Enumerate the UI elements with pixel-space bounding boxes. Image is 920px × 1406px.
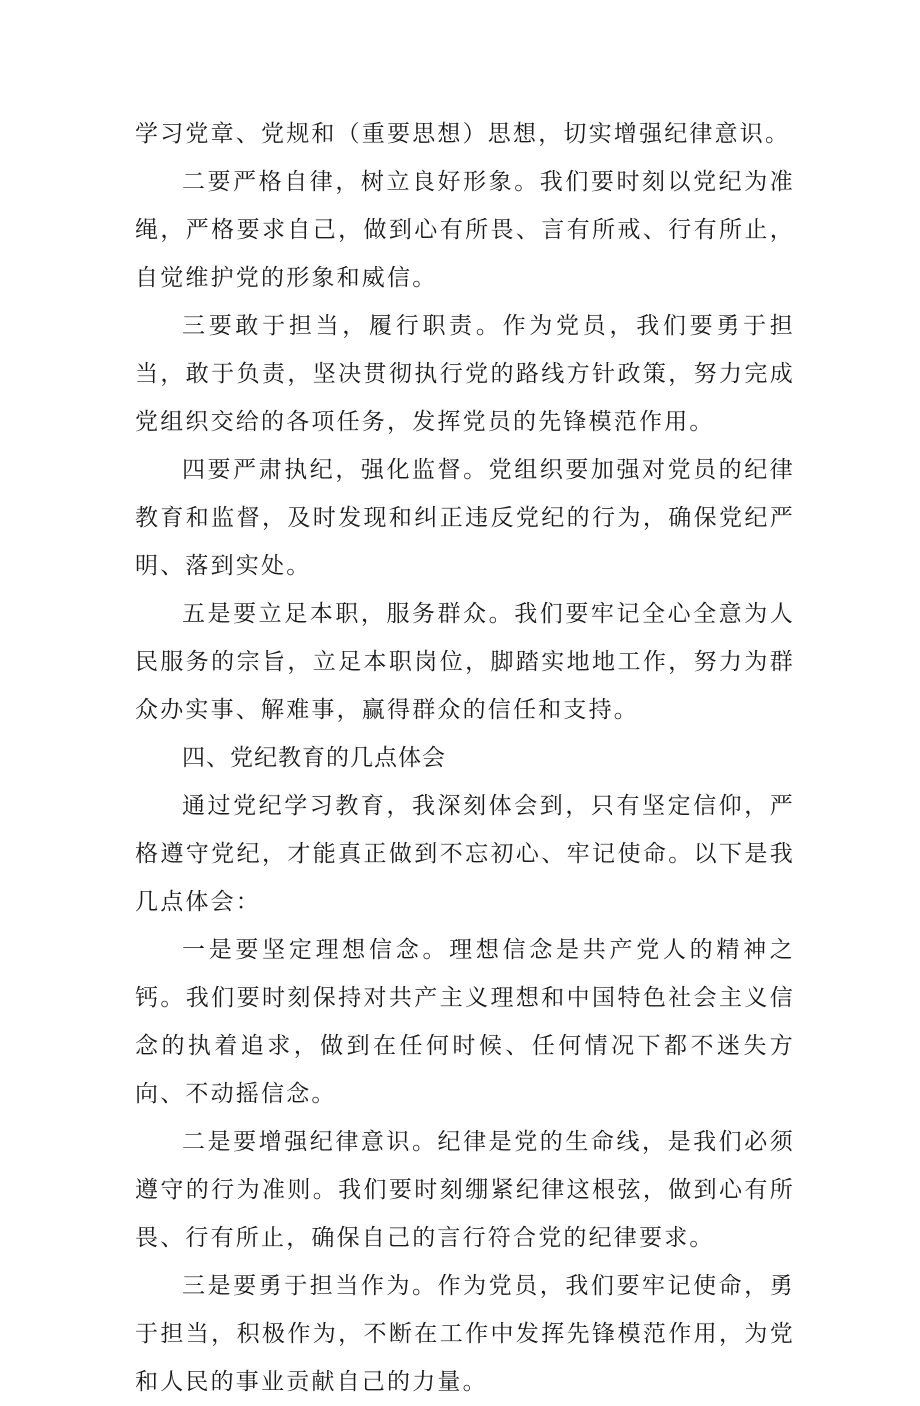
section-heading: 四、党纪教育的几点体会 xyxy=(182,745,446,771)
paragraph: 二要严格自律，树立良好形象。我们要时刻以党纪为准绳，严格要求自己，做到心有所畏、言有所戒、行有所止，自觉维护党的形象和威信。 xyxy=(135,169,795,291)
paragraph: 学习党章、党规和（重要思想）思想，切实增强纪律意识。 xyxy=(135,121,791,147)
paragraph: 通过党纪学习教育，我深刻体会到，只有坚定信仰，严格遵守党纪，才能真正做到不忘初心、牢记使命。以下是我几点体会： xyxy=(135,793,795,915)
document-body xyxy=(135,110,795,1406)
paragraph: 三是要勇于担当作为。作为党员，我们要牢记使命，勇于担当，积极作为，不断在工作中发挥先锋模范作用，为党和人民的事业贡献自己的力量。 xyxy=(135,1273,795,1395)
paragraph: 一是要坚定理想信念。理想信念是共产党人的精神之钙。我们要时刻保持对共产主义理想和中国特色社会主义信念的执着追求，做到在任何时候、任何情况下都不迷失方向、不动摇信念。 xyxy=(135,937,795,1107)
paragraph: 二是要增强纪律意识。纪律是党的生命线，是我们必须遵守的行为准则。我们要时刻绷紧纪律这根弦，做到心有所畏、行有所止，确保自己的言行符合党的纪律要求。 xyxy=(135,1129,795,1251)
paragraph: 五是要立足本职，服务群众。我们要牢记全心全意为人民服务的宗旨，立足本职岗位，脚踏实地地工作，努力为群众办实事、解难事，赢得群众的信任和支持。 xyxy=(135,601,795,723)
paragraph: 三要敢于担当，履行职责。作为党员，我们要勇于担当，敢于负责，坚决贯彻执行党的路线方针政策，努力完成党组织交给的各项任务，发挥党员的先锋模范作用。 xyxy=(135,313,795,435)
paragraph: 四要严肃执纪，强化监督。党组织要加强对党员的纪律教育和监督，及时发现和纠正违反党纪的行为，确保党纪严明、落到实处。 xyxy=(135,457,795,579)
